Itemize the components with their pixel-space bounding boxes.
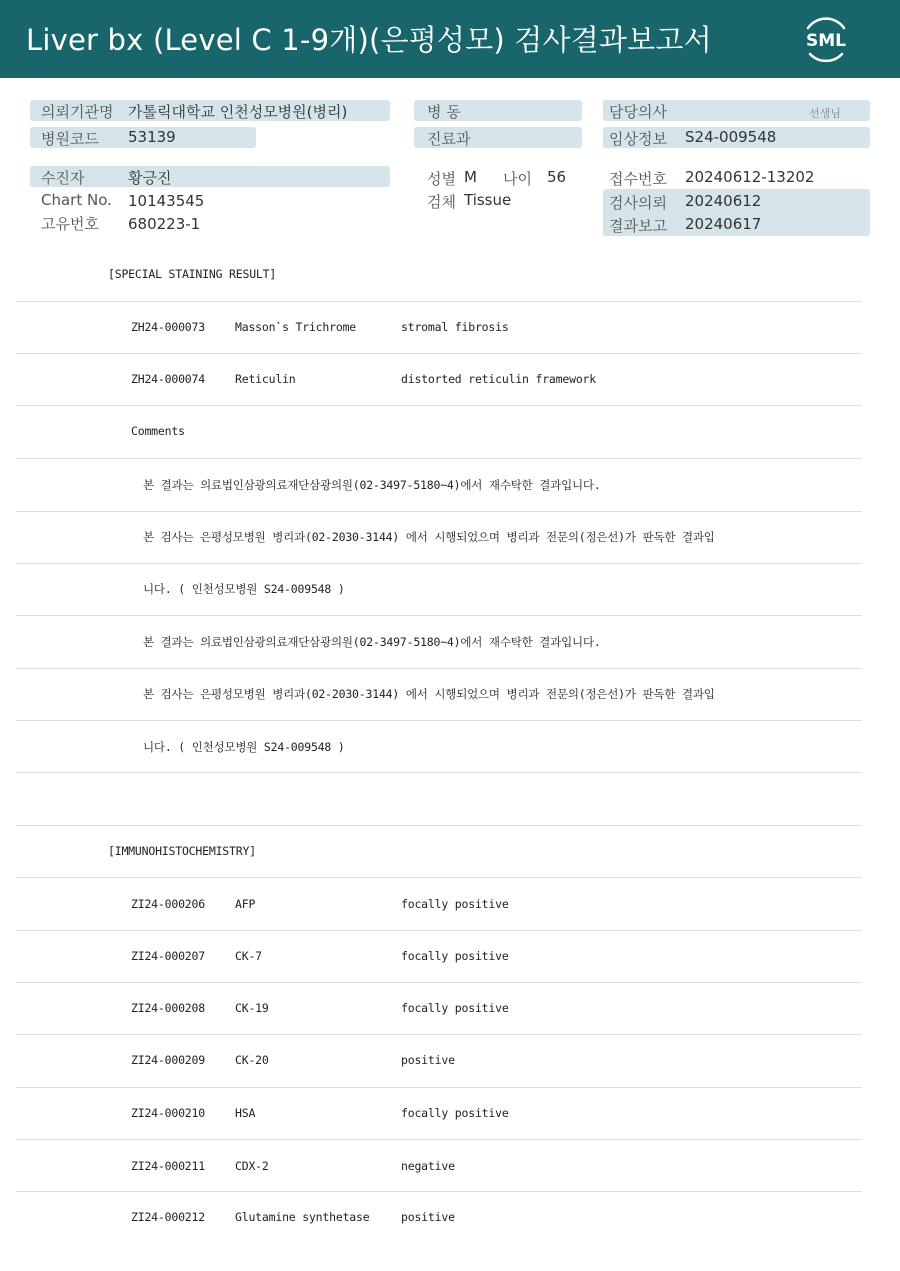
ihc-code: ZI24-000209: [131, 1053, 205, 1067]
divider: [16, 1034, 862, 1035]
sex-value: M: [464, 168, 477, 186]
comment-line: 본 검사는 은평성모병원 병리과(02-2030-3144) 에서 시행되었으며 병리과 전문의(정은선)가 판독한 결과입: [143, 687, 715, 701]
stain-name: Reticulin: [235, 372, 296, 386]
divider: [16, 668, 862, 669]
stain-code: ZH24-000073: [131, 320, 205, 334]
ihc-result: positive: [401, 1210, 455, 1224]
age-label: 나이: [503, 170, 532, 188]
patient-value: 황긍진: [128, 169, 172, 187]
ihc-marker: CK-19: [235, 1001, 269, 1015]
ihc-code: ZI24-000210: [131, 1106, 205, 1120]
sex-label: 성별: [427, 170, 456, 188]
hospital-code-value: 53139: [128, 128, 176, 146]
ihc-result: focally positive: [401, 897, 509, 911]
divider: [16, 982, 862, 983]
ihc-result: positive: [401, 1053, 455, 1067]
request-date-label: 검사의뢰: [609, 194, 667, 212]
clinical-info-label: 임상정보: [609, 130, 667, 148]
hospital-code-label: 병원코드: [41, 130, 99, 148]
comments-label: Comments: [131, 424, 185, 438]
ward-label: 병 동: [427, 103, 461, 121]
specimen-value: Tissue: [464, 191, 512, 209]
ihc-marker: Glutamine synthetase: [235, 1210, 370, 1224]
unique-no-label: 고유번호: [41, 215, 99, 233]
divider: [16, 720, 862, 721]
chart-label: Chart No.: [41, 191, 112, 209]
stain-result: distorted reticulin framework: [401, 372, 596, 386]
institution-label: 의뢰기관명: [41, 103, 114, 121]
divider: [16, 615, 862, 616]
report-date-value: 20240617: [685, 215, 762, 233]
divider: [16, 458, 862, 459]
ihc-result: focally positive: [401, 1001, 509, 1015]
comment-line: 본 결과는 의료법인삼광의료재단삼광의원(02-3497-5180~4)에서 재수탁한 결과입니다.: [143, 478, 601, 492]
divider: [16, 1191, 862, 1192]
comment-line: 본 결과는 의료법인삼광의료재단삼광의원(02-3497-5180~4)에서 재수탁한 결과입니다.: [143, 635, 601, 649]
chart-value: 10143545: [128, 192, 205, 210]
request-date-value: 20240612: [685, 192, 762, 210]
stain-code: ZH24-000074: [131, 372, 205, 386]
immuno-header: [IMMUNOHISTOCHEMISTRY]: [108, 844, 256, 858]
ihc-marker: AFP: [235, 897, 256, 911]
special-staining-header: [SPECIAL STAINING RESULT]: [108, 267, 277, 281]
ihc-marker: CK-7: [235, 949, 262, 963]
divider: [16, 563, 862, 564]
institution-value: 가톨릭대학교 인천성모병원(병리): [128, 103, 348, 121]
divider: [16, 930, 862, 931]
doctor-label: 담당의사: [609, 103, 667, 121]
report-header: [0, 0, 900, 78]
divider: [16, 301, 862, 302]
divider: [16, 405, 862, 406]
comment-line: 본 검사는 은평성모병원 병리과(02-2030-3144) 에서 시행되었으며 병리과 전문의(정은선)가 판독한 결과입: [143, 530, 715, 544]
report-date-label: 결과보고: [609, 217, 667, 235]
stain-result: stromal fibrosis: [401, 320, 509, 334]
sml-logo: [798, 12, 854, 66]
divider: [16, 511, 862, 512]
report-title: Liver bx (Level C 1-9개)(은평성모) 검사결과보고서: [26, 23, 712, 57]
divider: [16, 1139, 862, 1140]
clinical-info-value: S24-009548: [685, 128, 777, 146]
ihc-result: focally positive: [401, 949, 509, 963]
ihc-code: ZI24-000211: [131, 1159, 205, 1173]
specimen-label: 검체: [427, 193, 456, 211]
patient-label: 수진자: [41, 169, 85, 187]
divider: [16, 825, 862, 826]
ihc-marker: HSA: [235, 1106, 256, 1120]
receipt-no-value: 20240612-13202: [685, 168, 815, 186]
divider: [16, 1087, 862, 1088]
comment-line: 니다. ( 인천성모병원 S24-009548 ): [143, 582, 345, 596]
divider: [16, 353, 862, 354]
ihc-code: ZI24-000208: [131, 1001, 205, 1015]
logo-text: SML: [806, 31, 846, 51]
ihc-code: ZI24-000206: [131, 897, 205, 911]
stain-name: Masson`s Trichrome: [235, 320, 357, 334]
receipt-no-label: 접수번호: [609, 170, 667, 188]
ihc-code: ZI24-000212: [131, 1210, 205, 1224]
department-label: 진료과: [427, 130, 471, 148]
ihc-marker: CDX-2: [235, 1159, 269, 1173]
divider: [16, 772, 862, 773]
doctor-suffix: 선생님: [809, 107, 841, 120]
ihc-code: ZI24-000207: [131, 949, 205, 963]
ihc-marker: CK-20: [235, 1053, 269, 1067]
divider: [16, 877, 862, 878]
comment-line: 니다. ( 인천성모병원 S24-009548 ): [143, 740, 345, 754]
unique-no-value: 680223-1: [128, 215, 201, 233]
ihc-result: focally positive: [401, 1106, 509, 1120]
age-value: 56: [547, 168, 567, 186]
ihc-result: negative: [401, 1159, 455, 1173]
